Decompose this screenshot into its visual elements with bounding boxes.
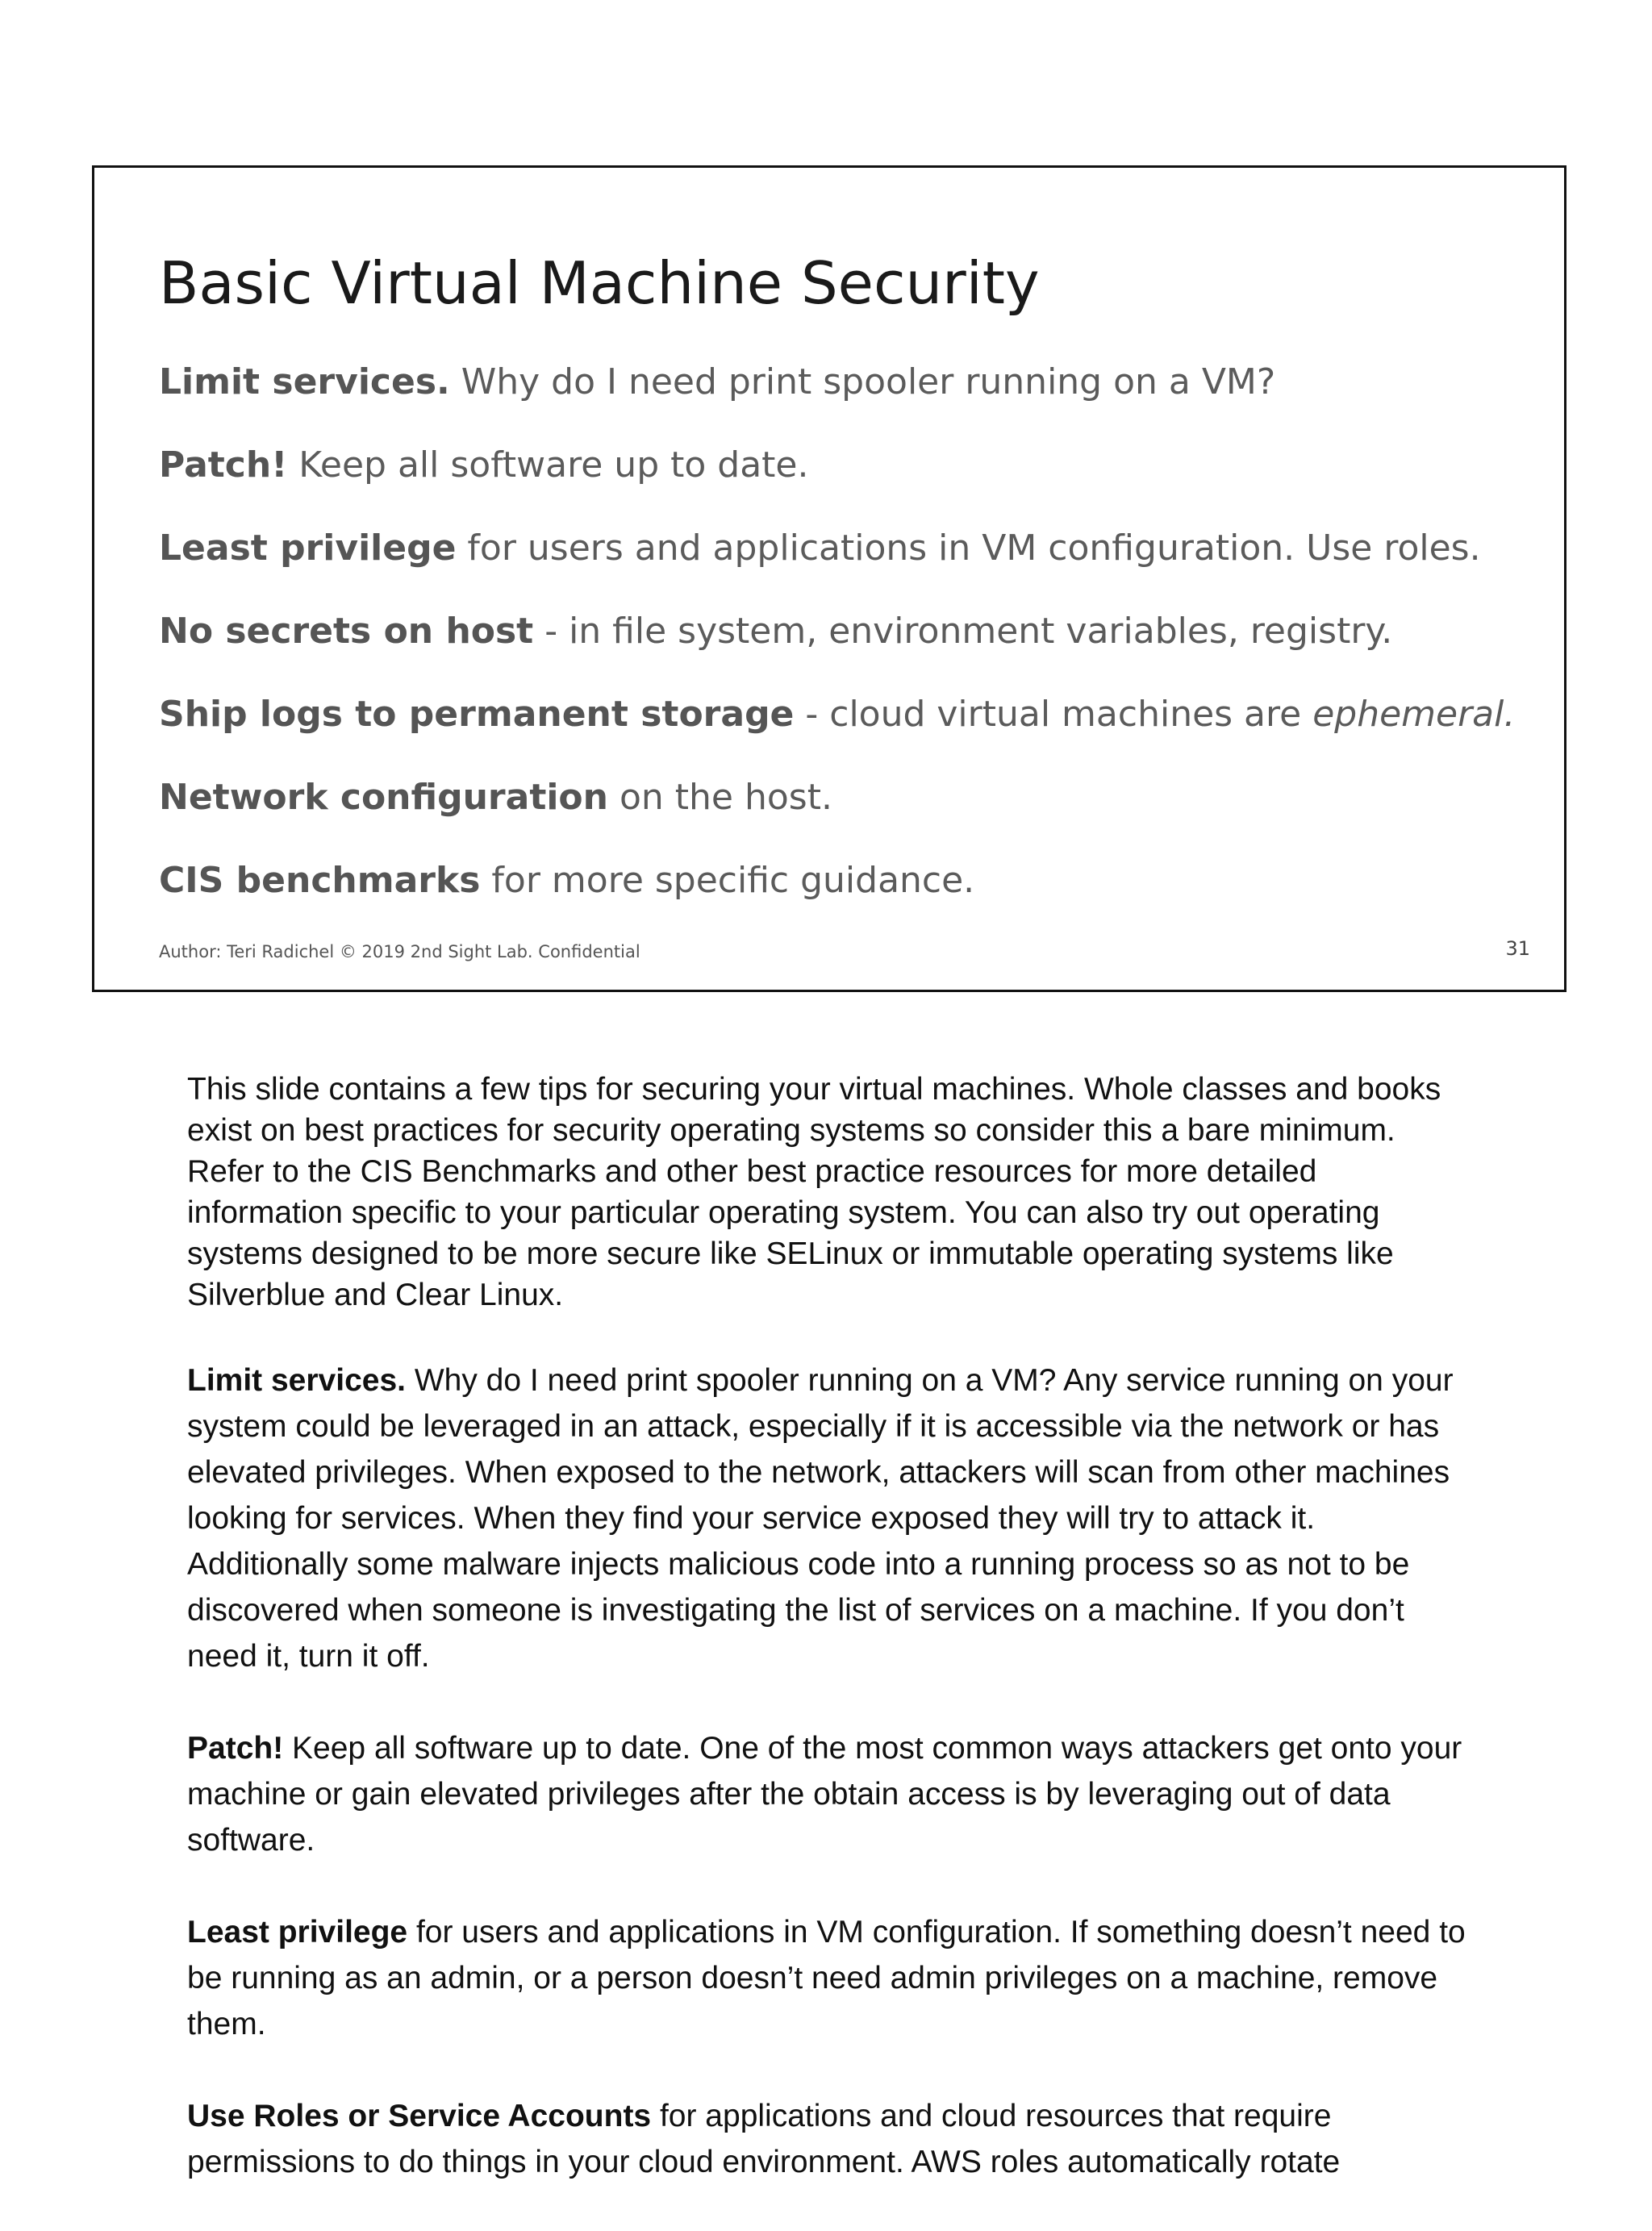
slide-footer: Author: Teri Radichel © 2019 2nd Sight Lab. Confidential: [159, 942, 640, 961]
slide: [92, 165, 1566, 992]
slide-bullet-keyword: Least privilege: [159, 528, 457, 569]
slide-bullet-text: for users and applications in VM configuration. Use roles.: [456, 528, 1481, 569]
slide-bullet: [159, 777, 1515, 860]
notes-paragraph: [187, 1725, 1478, 1863]
slide-bullet: [159, 528, 1515, 611]
slide-bullet-text: - in file system, environment variables, registry.: [533, 611, 1393, 652]
slide-bullet: [159, 860, 1515, 943]
notes-keyword: Limit services.: [187, 1363, 406, 1398]
notes-text: for applications and cloud resources that require permissions to do things in your cloud environment. AWS roles automatically rotate: [187, 2099, 1341, 2179]
notes-keyword: Least privilege: [187, 1915, 408, 1950]
slide-bullet-keyword: Network configuration: [159, 777, 608, 818]
notes-text: Keep all software up to date. One of the most common ways attackers get onto your machine or gain elevated privileges after the obtain access is by leveraging out of data software.: [187, 1731, 1462, 1858]
slide-bullet-keyword: Ship logs to permanent storage: [159, 694, 795, 735]
notes-intro: This slide contains a few tips for securing your virtual machines. Whole classes and books exist on best practices for security operating systems so consider this a bare minimum. Refer to the CIS Benchmarks and other best practice resources for more detailed information specific to your particular operating system. You can also try out operating systems designed to be more secure like SELinux or immutable operating systems like Silverblue and Clear Linux.: [187, 1072, 1441, 1312]
notes-paragraph: [187, 1357, 1478, 1679]
slide-bullet-text: Why do I need print spooler running on a VM?: [449, 361, 1276, 402]
notes-paragraph: [187, 1909, 1478, 2047]
slide-bullet-list: [159, 361, 1515, 943]
slide-title: Basic Virtual Machine Security: [159, 249, 1040, 317]
slide-bullet-text: for more specific guidance.: [480, 860, 975, 901]
slide-bullet-emphasis: ephemeral.: [1312, 694, 1516, 735]
notes-paragraph: [187, 2093, 1478, 2185]
notes-keyword: Patch!: [187, 1731, 284, 1766]
slide-bullet-keyword: Limit services.: [159, 361, 450, 402]
speaker-notes: [187, 1069, 1478, 2231]
notes-text: Why do I need print spooler running on a VM? Any service running on your system could be leveraged in an attack, especially if it is accessible via the network or has elevated privileges. When exposed to the network, attackers will scan from other machines looking for services. When they find your service exposed they will try to attack it. Additionally some malware injects malicious code into a running process so as not to be discovered when someone is investigating the list of services on a machine. If you don’t need it, turn it off.: [187, 1363, 1454, 1674]
slide-bullet-text: - cloud virtual machines are: [794, 694, 1313, 735]
notes-text: for users and applications in VM configuration. If something doesn’t need to be running as an admin, or a person doesn’t need admin privileges on a machine, remove them.: [187, 1915, 1466, 2041]
slide-bullet: [159, 361, 1515, 444]
slide-bullet: [159, 694, 1515, 777]
slide-page-number: 31: [1505, 937, 1530, 960]
slide-bullet-keyword: No secrets on host: [159, 611, 534, 652]
slide-bullet-text: Keep all software up to date.: [287, 444, 809, 486]
notes-keyword: Use Roles or Service Accounts: [187, 2099, 652, 2133]
slide-bullet: [159, 444, 1515, 528]
slide-bullet-keyword: Patch!: [159, 444, 288, 486]
slide-bullet-keyword: CIS benchmarks: [159, 860, 481, 901]
slide-bullet-text: on the host.: [607, 777, 832, 818]
slide-bullet: [159, 611, 1515, 694]
